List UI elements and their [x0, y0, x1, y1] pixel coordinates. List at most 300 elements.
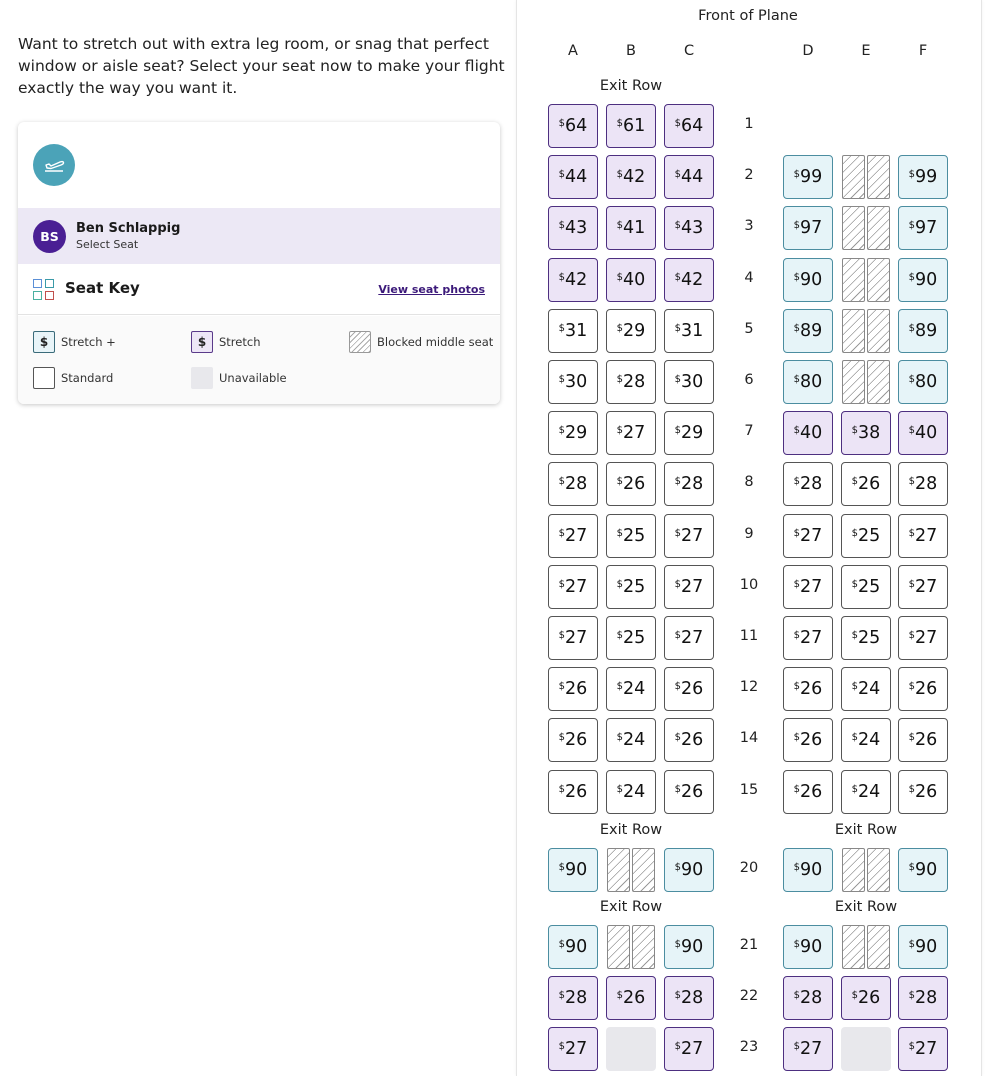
seat-7f[interactable]: [898, 411, 948, 455]
seat-key-header: [18, 264, 500, 315]
seat-price: 27: [915, 577, 938, 597]
seat-15e[interactable]: [841, 770, 891, 814]
seat-3a[interactable]: [548, 206, 598, 250]
seat-8b[interactable]: [606, 462, 656, 506]
column-letter-b: B: [626, 43, 636, 59]
seat-price: 99: [800, 167, 823, 187]
row-number: 22: [739, 988, 759, 1004]
seat-2c[interactable]: [664, 155, 714, 199]
currency-symbol: $: [793, 1040, 801, 1052]
currency-symbol: $: [851, 527, 859, 539]
seat-price: 27: [623, 423, 646, 443]
currency-symbol: $: [616, 629, 624, 641]
currency-symbol: $: [793, 578, 801, 590]
seat-price: 26: [800, 679, 823, 699]
blocked-seat-half: [607, 925, 630, 969]
seat-11c[interactable]: [664, 616, 714, 660]
seat-price: 27: [565, 577, 588, 597]
seat-grid-icon: [33, 279, 55, 301]
seat-price: 42: [681, 270, 704, 290]
seat-3f[interactable]: [898, 206, 948, 250]
currency-symbol: $: [558, 219, 566, 231]
seat-5d[interactable]: [783, 309, 833, 353]
currency-symbol: $: [674, 783, 682, 795]
seat-price: 26: [800, 730, 823, 750]
seat-price: 26: [565, 782, 588, 802]
currency-symbol: $: [674, 578, 682, 590]
row-number: 8: [744, 474, 754, 490]
seat-21f[interactable]: [898, 925, 948, 969]
currency-symbol: $: [674, 373, 682, 385]
seat-4c[interactable]: [664, 258, 714, 302]
row-number: 20: [739, 860, 759, 876]
seat-price: 90: [681, 937, 704, 957]
seat-price: 27: [915, 1039, 938, 1059]
currency-symbol: $: [908, 424, 916, 436]
blocked-seat-3e: [841, 206, 891, 250]
seat-22f[interactable]: [898, 976, 948, 1020]
seat-7e[interactable]: [841, 411, 891, 455]
seat-22c[interactable]: [664, 976, 714, 1020]
seat-price: 30: [681, 372, 704, 392]
unavailable-seat-23b: [606, 1027, 656, 1071]
stretch-swatch: $: [191, 331, 213, 353]
legend-stretch-plus: [33, 331, 116, 353]
seat-price: 26: [681, 782, 704, 802]
seat-4a[interactable]: [548, 258, 598, 302]
blocked-seat-21b: [606, 925, 656, 969]
plane-takeoff-icon: [33, 144, 75, 186]
currency-symbol: $: [908, 861, 916, 873]
seat-6f[interactable]: [898, 360, 948, 404]
exit-row-label: Exit Row: [834, 822, 898, 838]
row-number: 15: [739, 782, 759, 798]
currency-symbol: $: [558, 475, 566, 487]
seat-price: 24: [623, 679, 646, 699]
seat-price: 28: [915, 988, 938, 1008]
seat-price: 97: [915, 218, 938, 238]
blocked-seat-6e: [841, 360, 891, 404]
seat-price: 31: [565, 321, 588, 341]
seat-2a[interactable]: [548, 155, 598, 199]
seat-8a[interactable]: [548, 462, 598, 506]
currency-symbol: $: [558, 322, 566, 334]
seat-1b[interactable]: [606, 104, 656, 148]
row-number: 5: [744, 321, 754, 337]
seat-20d[interactable]: [783, 848, 833, 892]
currency-symbol: $: [558, 938, 566, 950]
seat-14b[interactable]: [606, 718, 656, 762]
seat-price: 27: [800, 628, 823, 648]
seat-9b[interactable]: [606, 514, 656, 558]
seat-price: 89: [800, 321, 823, 341]
column-letter-d: D: [802, 43, 814, 59]
seat-12b[interactable]: [606, 667, 656, 711]
seat-5f[interactable]: [898, 309, 948, 353]
seat-12f[interactable]: [898, 667, 948, 711]
seat-price: 26: [858, 988, 881, 1008]
currency-symbol: $: [908, 475, 916, 487]
seat-price: 28: [565, 474, 588, 494]
legend-blocked: [349, 331, 493, 353]
currency-symbol: $: [793, 527, 801, 539]
currency-symbol: $: [908, 219, 916, 231]
currency-symbol: $: [908, 938, 916, 950]
currency-symbol: $: [793, 322, 801, 334]
seat-price: 25: [858, 628, 881, 648]
currency-symbol: $: [908, 629, 916, 641]
currency-symbol: $: [851, 680, 859, 692]
seat-20c[interactable]: [664, 848, 714, 892]
blocked-seat-half: [842, 848, 865, 892]
seat-9a[interactable]: [548, 514, 598, 558]
seat-price: 38: [858, 423, 881, 443]
seat-price: 27: [565, 628, 588, 648]
blocked-seat-half: [867, 258, 890, 302]
blocked-seat-5e: [841, 309, 891, 353]
seat-22b[interactable]: [606, 976, 656, 1020]
blocked-seat-half: [842, 360, 865, 404]
seat-1c[interactable]: [664, 104, 714, 148]
seat-price: 25: [623, 526, 646, 546]
currency-symbol: $: [908, 578, 916, 590]
passenger-row[interactable]: [18, 208, 500, 264]
column-letter-f: F: [918, 43, 928, 59]
seat-price: 90: [800, 860, 823, 880]
seat-price: 31: [681, 321, 704, 341]
seat-14d[interactable]: [783, 718, 833, 762]
seat-6a[interactable]: [548, 360, 598, 404]
currency-symbol: $: [558, 271, 566, 283]
row-number: 1: [744, 116, 754, 132]
seat-price: 40: [800, 423, 823, 443]
view-seat-photos-link[interactable]: View seat photos: [378, 283, 485, 296]
seat-6c[interactable]: [664, 360, 714, 404]
currency-symbol: $: [674, 219, 682, 231]
seat-price: 42: [565, 270, 588, 290]
seat-price: 90: [565, 860, 588, 880]
seat-price: 27: [681, 628, 704, 648]
currency-symbol: $: [558, 731, 566, 743]
seat-2b[interactable]: [606, 155, 656, 199]
seat-23f[interactable]: [898, 1027, 948, 1071]
seat-price: 29: [565, 423, 588, 443]
seat-11f[interactable]: [898, 616, 948, 660]
seat-5a[interactable]: [548, 309, 598, 353]
blocked-seat-half: [867, 848, 890, 892]
blocked-seat-half: [607, 848, 630, 892]
column-letter-e: E: [861, 43, 871, 59]
row-number: 12: [739, 679, 759, 695]
seat-12e[interactable]: [841, 667, 891, 711]
seat-8e[interactable]: [841, 462, 891, 506]
currency-symbol: $: [674, 1040, 682, 1052]
seat-4b[interactable]: [606, 258, 656, 302]
seat-9f[interactable]: [898, 514, 948, 558]
seat-price: 89: [915, 321, 938, 341]
currency-symbol: $: [616, 783, 624, 795]
currency-symbol: $: [674, 989, 682, 1001]
seat-price: 26: [623, 988, 646, 1008]
blocked-seat-20b: [606, 848, 656, 892]
seat-price: 97: [800, 218, 823, 238]
seat-price: 27: [915, 526, 938, 546]
blocked-seat-half: [632, 848, 655, 892]
currency-symbol: $: [558, 783, 566, 795]
seat-10f[interactable]: [898, 565, 948, 609]
legend-label: Unavailable: [219, 371, 287, 385]
seat-9c[interactable]: [664, 514, 714, 558]
seat-15b[interactable]: [606, 770, 656, 814]
seat-price: 28: [800, 988, 823, 1008]
seat-9e[interactable]: [841, 514, 891, 558]
seat-14a[interactable]: [548, 718, 598, 762]
currency-symbol: $: [908, 1040, 916, 1052]
seat-10a[interactable]: [548, 565, 598, 609]
column-letter-a: A: [568, 43, 578, 59]
seat-9d[interactable]: [783, 514, 833, 558]
seat-7a[interactable]: [548, 411, 598, 455]
seat-6b[interactable]: [606, 360, 656, 404]
seat-price: 64: [681, 116, 704, 136]
unavailable-seat-23e: [841, 1027, 891, 1071]
row-number: 11: [739, 628, 759, 644]
currency-symbol: $: [674, 731, 682, 743]
currency-symbol: $: [674, 938, 682, 950]
seat-10e[interactable]: [841, 565, 891, 609]
blocked-seat-21e: [841, 925, 891, 969]
seat-price: 28: [565, 988, 588, 1008]
currency-symbol: $: [793, 731, 801, 743]
blocked-seat-half: [867, 360, 890, 404]
seat-14f[interactable]: [898, 718, 948, 762]
stretch-plus-swatch: $: [33, 331, 55, 353]
seat-12c[interactable]: [664, 667, 714, 711]
currency-symbol: $: [674, 861, 682, 873]
seat-price: 26: [565, 730, 588, 750]
seat-7d[interactable]: [783, 411, 833, 455]
seat-price: 44: [681, 167, 704, 187]
seat-2d[interactable]: [783, 155, 833, 199]
row-number: 14: [739, 730, 759, 746]
currency-symbol: $: [793, 168, 801, 180]
seat-price: 27: [681, 1039, 704, 1059]
seat-23c[interactable]: [664, 1027, 714, 1071]
seat-22a[interactable]: [548, 976, 598, 1020]
exit-row-label: Exit Row: [599, 78, 663, 94]
currency-symbol: $: [558, 168, 566, 180]
currency-symbol: $: [674, 527, 682, 539]
currency-symbol: $: [908, 989, 916, 1001]
seat-15f[interactable]: [898, 770, 948, 814]
currency-symbol: $: [616, 373, 624, 385]
row-number: 10: [739, 577, 759, 593]
seat-22e[interactable]: [841, 976, 891, 1020]
seat-price: 25: [623, 628, 646, 648]
row-number: 2: [744, 167, 754, 183]
seat-3d[interactable]: [783, 206, 833, 250]
seat-price: 40: [623, 270, 646, 290]
currency-symbol: $: [674, 680, 682, 692]
front-of-plane-label: Front of Plane: [698, 8, 798, 24]
exit-row-label: Exit Row: [599, 899, 663, 915]
seat-price: 27: [565, 1039, 588, 1059]
seat-price: 26: [915, 730, 938, 750]
intro-text: Want to stretch out with extra leg room, or snag that perfect window or aisle seat? Select your seat now to make your flight exactly the way you want it.: [18, 35, 505, 97]
blocked-seat-half: [867, 206, 890, 250]
seat-4f[interactable]: [898, 258, 948, 302]
seat-15a[interactable]: [548, 770, 598, 814]
row-number: 6: [744, 372, 754, 388]
currency-symbol: $: [793, 989, 801, 1001]
seat-10b[interactable]: [606, 565, 656, 609]
currency-symbol: $: [851, 989, 859, 1001]
seat-price: 26: [681, 679, 704, 699]
seat-price: 24: [623, 782, 646, 802]
seat-15d[interactable]: [783, 770, 833, 814]
legend-standard: [33, 367, 113, 389]
currency-symbol: $: [616, 322, 624, 334]
seat-10c[interactable]: [664, 565, 714, 609]
seat-21d[interactable]: [783, 925, 833, 969]
seat-5b[interactable]: [606, 309, 656, 353]
seat-14e[interactable]: [841, 718, 891, 762]
currency-symbol: $: [908, 527, 916, 539]
currency-symbol: $: [851, 731, 859, 743]
seat-price: 90: [565, 937, 588, 957]
seat-22d[interactable]: [783, 976, 833, 1020]
seat-8c[interactable]: [664, 462, 714, 506]
currency-symbol: $: [674, 117, 682, 129]
currency-symbol: $: [674, 271, 682, 283]
seat-10d[interactable]: [783, 565, 833, 609]
seat-price: 24: [858, 782, 881, 802]
seat-price: 27: [681, 526, 704, 546]
currency-symbol: $: [558, 527, 566, 539]
currency-symbol: $: [558, 424, 566, 436]
seat-4d[interactable]: [783, 258, 833, 302]
seat-2f[interactable]: [898, 155, 948, 199]
seat-price: 40: [915, 423, 938, 443]
seat-23d[interactable]: [783, 1027, 833, 1071]
seat-price: 26: [915, 782, 938, 802]
seat-3c[interactable]: [664, 206, 714, 250]
currency-symbol: $: [674, 424, 682, 436]
currency-symbol: $: [793, 219, 801, 231]
blocked-seat-half: [867, 925, 890, 969]
seat-15c[interactable]: [664, 770, 714, 814]
blocked-seat-half: [842, 206, 865, 250]
seat-8d[interactable]: [783, 462, 833, 506]
currency-symbol: $: [616, 271, 624, 283]
currency-symbol: $: [558, 861, 566, 873]
seat-11e[interactable]: [841, 616, 891, 660]
seat-price: 26: [858, 474, 881, 494]
seat-1a[interactable]: [548, 104, 598, 148]
currency-symbol: $: [908, 783, 916, 795]
seat-price: 41: [623, 218, 646, 238]
currency-symbol: $: [558, 1040, 566, 1052]
avatar: BS: [33, 220, 66, 253]
seat-21c[interactable]: [664, 925, 714, 969]
currency-symbol: $: [616, 424, 624, 436]
seat-price: 90: [915, 937, 938, 957]
seat-price: 24: [858, 730, 881, 750]
currency-symbol: $: [558, 373, 566, 385]
seat-price: 26: [800, 782, 823, 802]
seat-6d[interactable]: [783, 360, 833, 404]
legend-label: Stretch: [219, 335, 261, 349]
blocked-swatch: [349, 331, 371, 353]
seat-7c[interactable]: [664, 411, 714, 455]
seat-price: 27: [800, 1039, 823, 1059]
blocked-seat-half: [867, 155, 890, 199]
currency-symbol: $: [851, 629, 859, 641]
seat-price: 26: [681, 730, 704, 750]
currency-symbol: $: [616, 680, 624, 692]
seat-price: 42: [623, 167, 646, 187]
seat-5c[interactable]: [664, 309, 714, 353]
row-number: 7: [744, 423, 754, 439]
legend-label: Stretch +: [61, 335, 116, 349]
currency-symbol: $: [616, 117, 624, 129]
seat-price: 80: [800, 372, 823, 392]
seat-20a[interactable]: [548, 848, 598, 892]
currency-symbol: $: [674, 322, 682, 334]
seat-11b[interactable]: [606, 616, 656, 660]
seat-price: 90: [915, 270, 938, 290]
seat-price: 90: [800, 270, 823, 290]
seat-price: 25: [858, 577, 881, 597]
currency-symbol: $: [793, 271, 801, 283]
seat-11d[interactable]: [783, 616, 833, 660]
seat-11a[interactable]: [548, 616, 598, 660]
seat-8f[interactable]: [898, 462, 948, 506]
seat-price: 90: [681, 860, 704, 880]
seat-price: 90: [915, 860, 938, 880]
currency-symbol: $: [674, 475, 682, 487]
seat-3b[interactable]: [606, 206, 656, 250]
seat-21a[interactable]: [548, 925, 598, 969]
blocked-seat-half: [632, 925, 655, 969]
seat-12d[interactable]: [783, 667, 833, 711]
seat-key-legend: [18, 316, 500, 404]
blocked-seat-half: [867, 309, 890, 353]
currency-symbol: $: [558, 680, 566, 692]
seat-map: [516, 0, 982, 1076]
seat-price: 25: [623, 577, 646, 597]
currency-symbol: $: [616, 989, 624, 1001]
seat-23a[interactable]: [548, 1027, 598, 1071]
row-number: 9: [744, 526, 754, 542]
legend-label: Blocked middle seat: [377, 335, 494, 349]
exit-row-label: Exit Row: [599, 822, 663, 838]
blocked-seat-2e: [841, 155, 891, 199]
seat-price: 27: [915, 628, 938, 648]
currency-symbol: $: [674, 168, 682, 180]
row-number: 21: [739, 937, 759, 953]
seat-selection-card: [18, 122, 500, 404]
seat-12a[interactable]: [548, 667, 598, 711]
seat-price: 26: [565, 679, 588, 699]
seat-price: 28: [800, 474, 823, 494]
currency-symbol: $: [616, 168, 624, 180]
currency-symbol: $: [616, 731, 624, 743]
seat-20f[interactable]: [898, 848, 948, 892]
seat-14c[interactable]: [664, 718, 714, 762]
passenger-name: Ben Schlappig: [76, 221, 181, 236]
seat-7b[interactable]: [606, 411, 656, 455]
